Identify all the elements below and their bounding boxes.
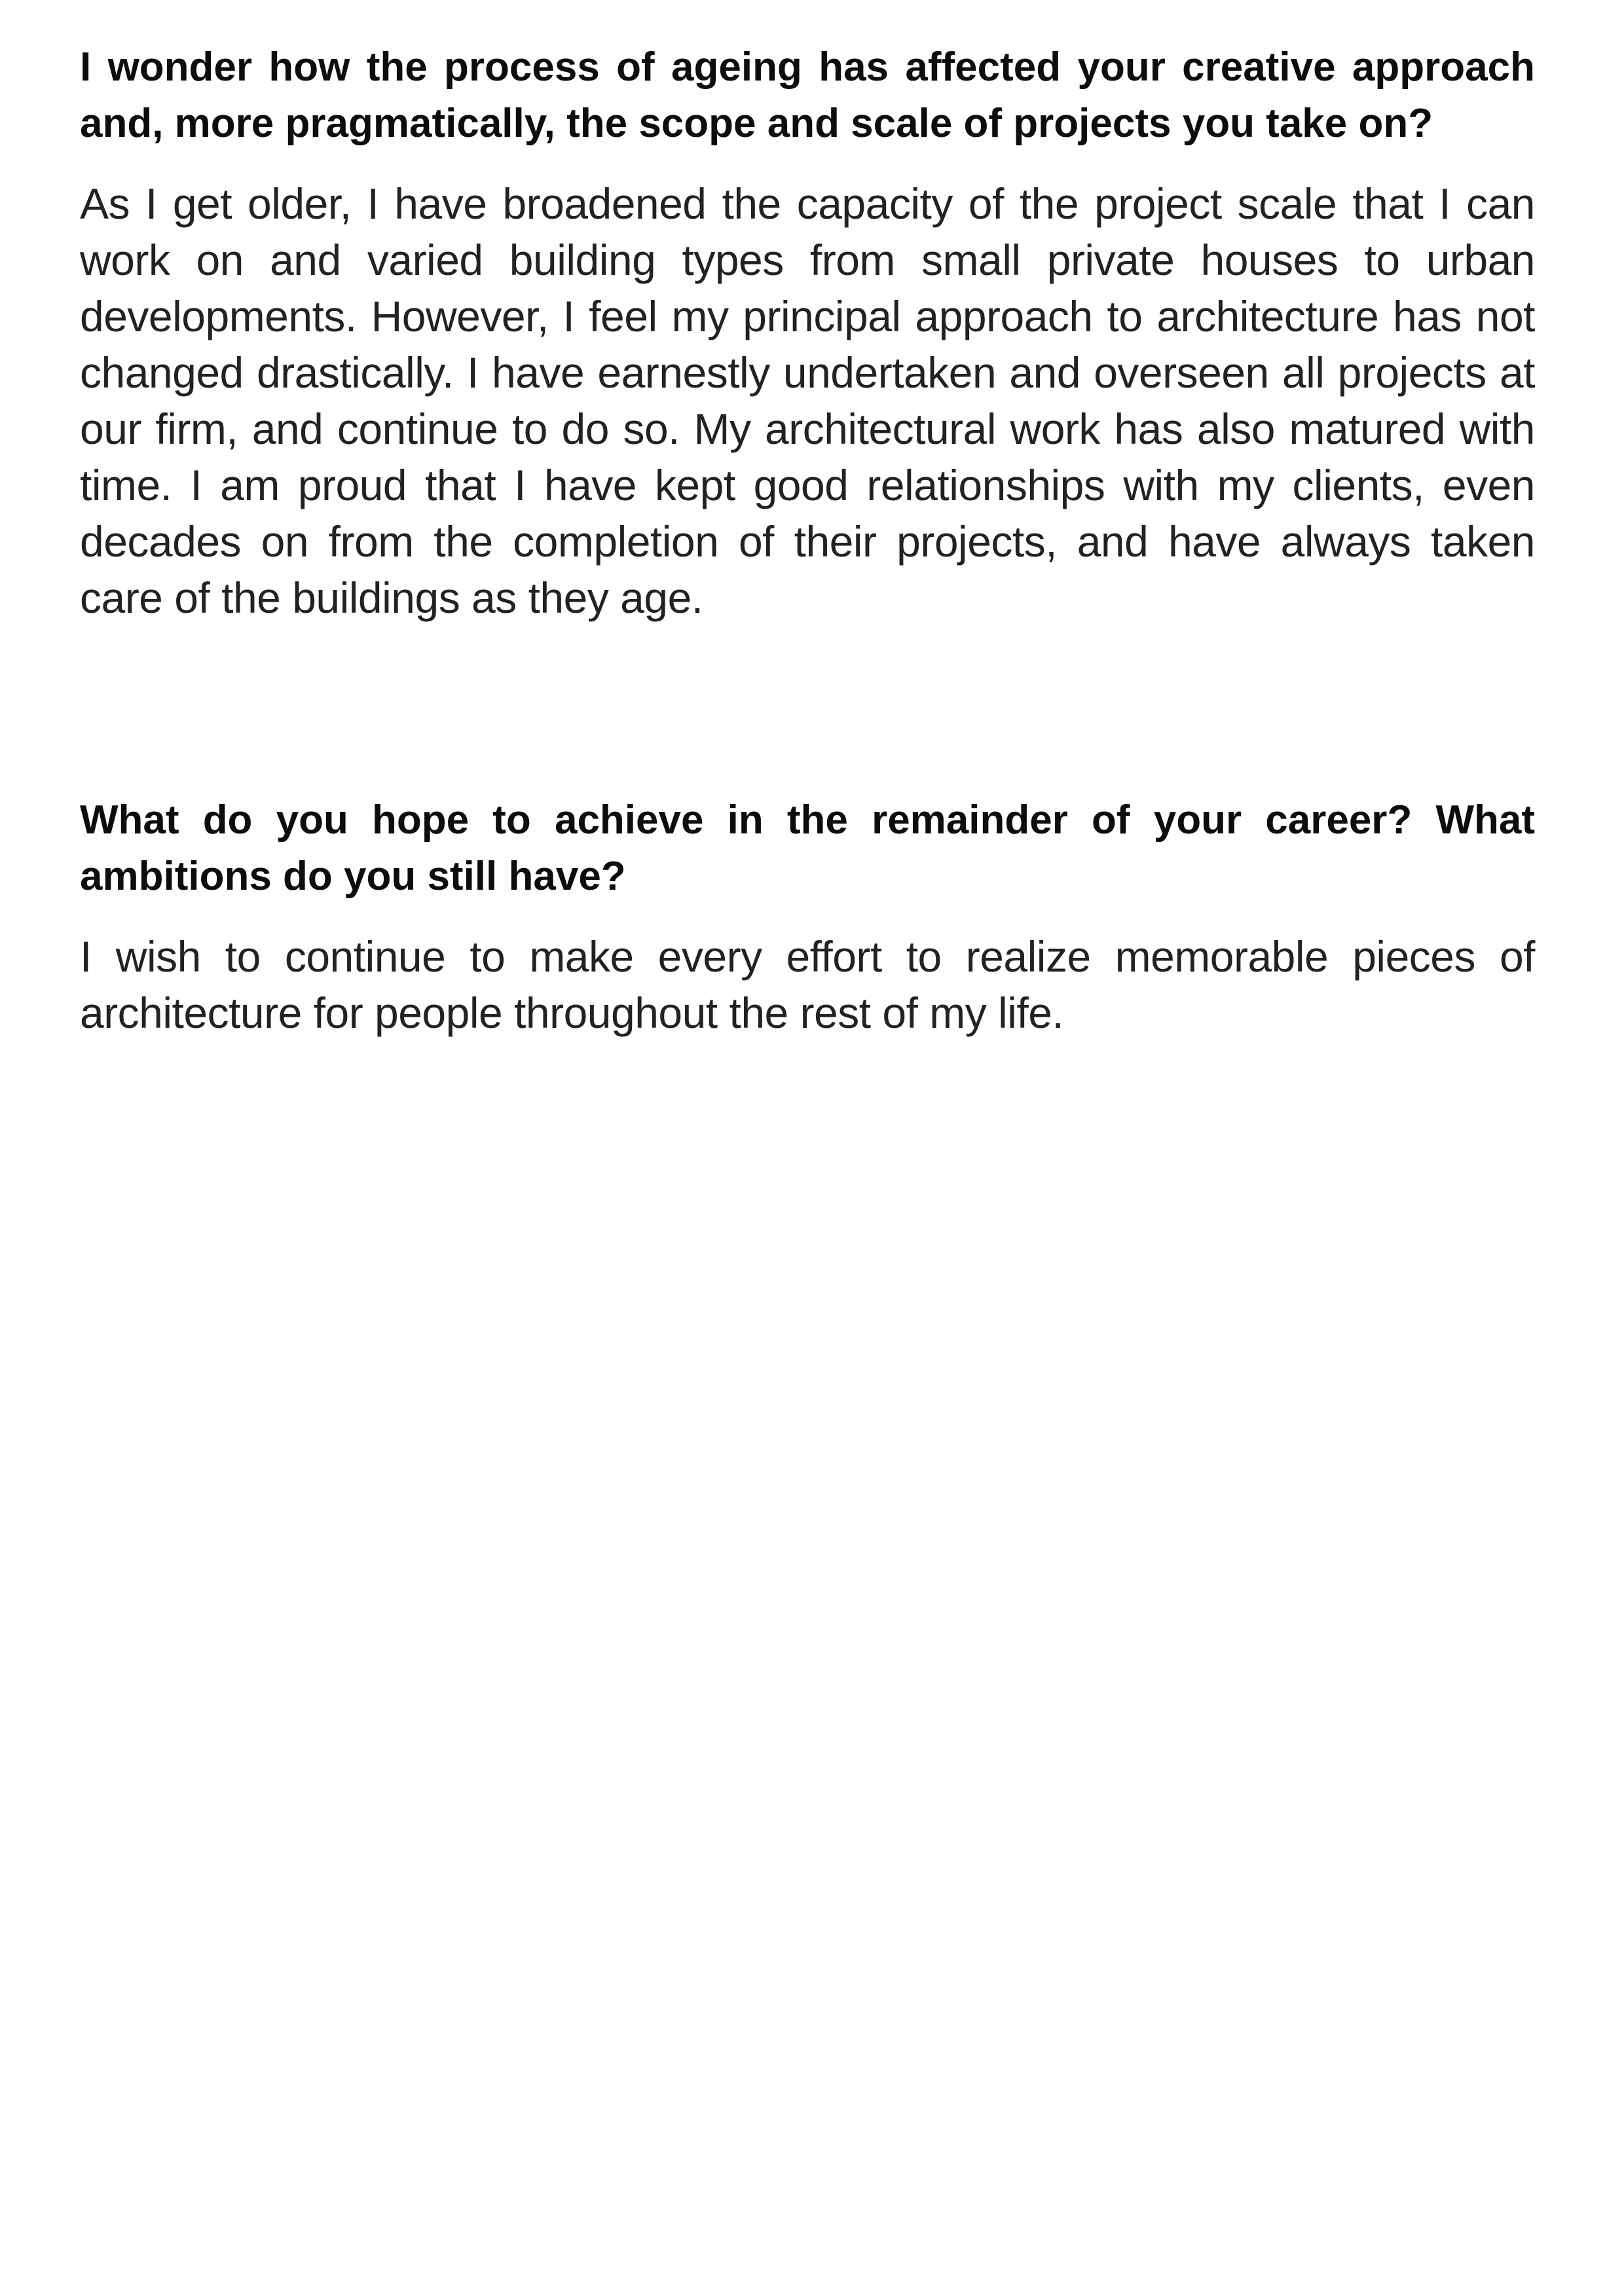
question-heading: I wonder how the process of ageing has affected your creative approach and, more pragmatically, the scope and scale of projects you take on? [80, 45, 1535, 146]
answer-paragraph: I wish to continue to make every effort to realize memorable pieces of architecture for people throughout the rest of my life. [80, 932, 1535, 1037]
document-page [80, 39, 1535, 1041]
answer-paragraph: As I get older, I have broadened the capacity of the project scale that I can work on and varied building types from small private houses to urban developments. However, I feel my principal approach to architecture has not changed drastically. I have earnestly undertaken and overseen all projects at our firm, and continue to do so. My architectural work has also matured with time. I am proud that I have kept good relationships with my clients, even decades on from the completion of their projects, and have always taken care of the buildings as they age. [80, 179, 1535, 622]
qa-section-ageing [80, 39, 1535, 626]
question-heading: What do you hope to achieve in the remainder of your career? What ambitions do you still have? [80, 797, 1535, 899]
qa-section-ambitions [80, 792, 1535, 1041]
